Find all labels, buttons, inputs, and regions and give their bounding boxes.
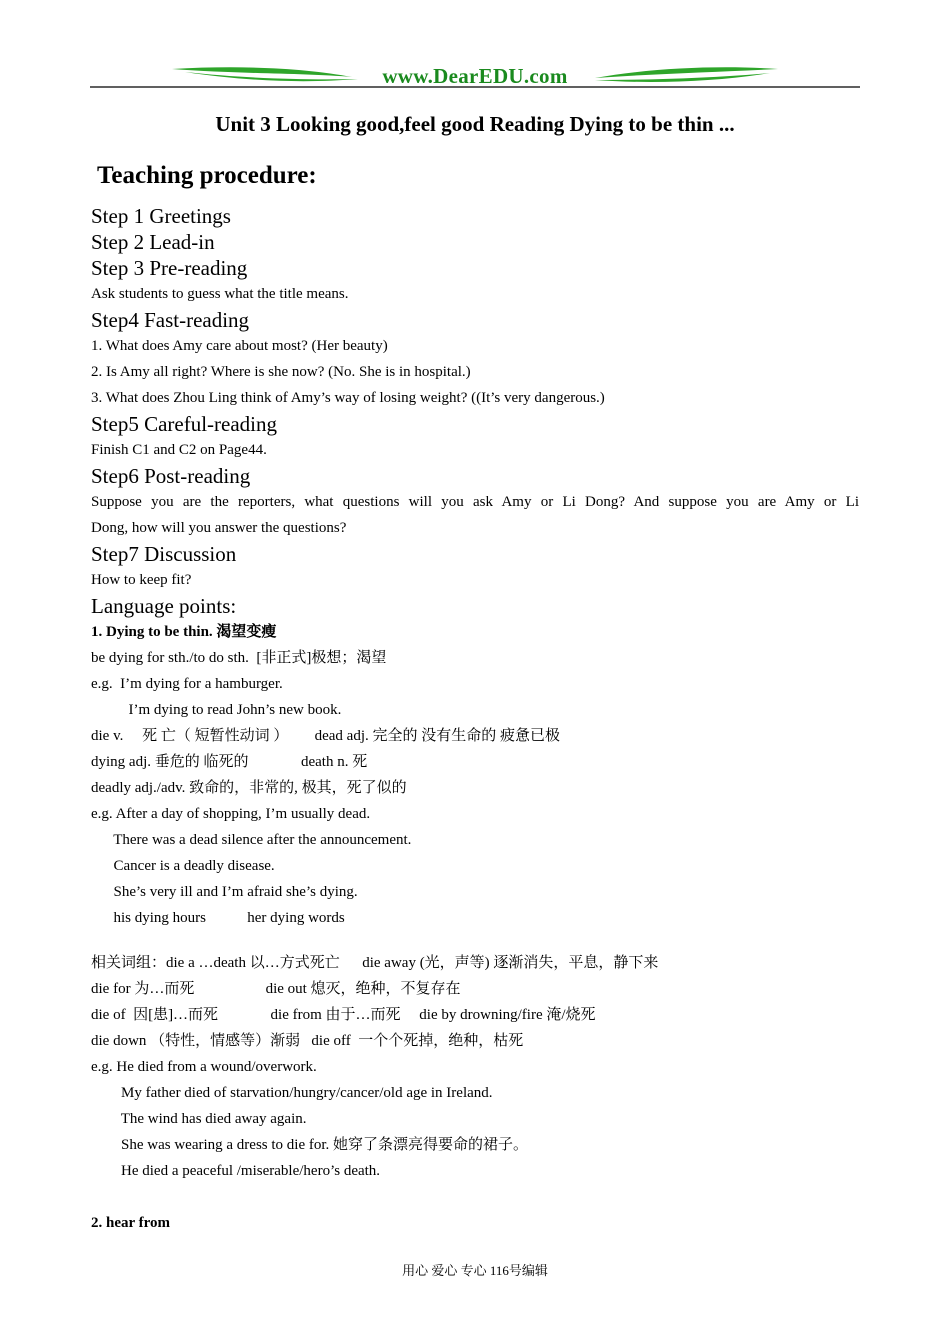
example-line: My father died of starvation/hungry/cancer/old age in Ireland. [91, 1085, 493, 1101]
site-logo-text: www.DearEDU.com [382, 64, 568, 88]
vocab-line: die v. 死 亡（ 短暂性动词 ） dead adj. 完全的 没有生命的 疲惫已极 [91, 728, 560, 744]
example-line: I’m dying to read John’s new book. [91, 702, 342, 718]
step-heading: Step 2 Lead-in [91, 230, 215, 254]
page-footer: 用心 爱心 专心 116号编辑 [402, 1263, 548, 1278]
example-line: e.g. After a day of shopping, I’m usually dead. [91, 806, 371, 822]
example-line: Cancer is a deadly disease. [91, 858, 275, 874]
example-line: He died a peaceful /miserable/hero’s death. [91, 1163, 381, 1179]
document-body [91, 203, 859, 1236]
question-line: 1. What does Amy care about most? (Her beauty) [91, 338, 388, 354]
spacer [91, 931, 859, 950]
document-title: Unit 3 Looking good,feel good Reading Dying to be thin ... [215, 112, 735, 136]
step-heading: Step5 Careful-reading [91, 412, 278, 436]
site-header [90, 60, 860, 90]
step-heading: Step 1 Greetings [91, 204, 231, 228]
body-line: be dying for sth./to do sth. [非正式]极想；渴望 [91, 650, 387, 666]
question-line: 3. What does Zhou Ling think of Amy’s way of losing weight? ((It’s very dangerous.) [91, 390, 605, 406]
phrase-line: die for 为…而死 die out 熄灭，绝种，不复存在 [91, 981, 461, 997]
phrase-line: die down （特性，情感等）渐弱 die off 一个个死掉，绝种，枯死 [91, 1033, 524, 1049]
example-line: She’s very ill and I’m afraid she’s dying. [91, 884, 358, 900]
body-line: How to keep fit? [91, 572, 192, 588]
step-heading: Step 3 Pre-reading [91, 256, 248, 280]
body-line: Dong, how will you answer the questions? [91, 520, 347, 536]
body-line: Ask students to guess what the title means. [91, 286, 349, 302]
phrase-line: 相关词组：die a …death 以…方式死亡 die away (光，声等) 逐渐消失，平息，静下来 [91, 955, 659, 971]
example-line: his dying hours her dying words [91, 910, 345, 926]
point-heading: 1. Dying to be thin. 渴望变瘦 [91, 624, 277, 640]
body-line: Suppose you are the reporters, what questions will you ask Amy or Li Dong? And suppose you are Amy or Li [91, 494, 859, 510]
section-heading: Teaching procedure: [97, 162, 317, 189]
vocab-line: deadly adj./adv. 致命的，非常的, 极其，死了似的 [91, 780, 407, 796]
spacer [91, 1184, 859, 1210]
language-points-heading: Language points: [91, 594, 237, 618]
example-line: e.g. I’m dying for a hamburger. [91, 676, 283, 692]
example-line: The wind has died away again. [91, 1111, 307, 1127]
example-line: There was a dead silence after the announcement. [91, 832, 412, 848]
question-line: 2. Is Amy all right? Where is she now? (No. She is in hospital.) [91, 364, 471, 380]
vocab-line: dying adj. 垂危的 临死的 death n. 死 [91, 754, 368, 770]
step-heading: Step7 Discussion [91, 542, 237, 566]
phrase-line: die of 因[患]…而死 die from 由于…而死 die by drowning/fire 淹/烧死 [91, 1007, 596, 1023]
example-line: She was wearing a dress to die for. 她穿了条漂亮得要命的裙子。 [91, 1137, 529, 1153]
point-heading: 2. hear from [91, 1215, 171, 1231]
step-heading: Step6 Post-reading [91, 464, 251, 488]
step-heading: Step4 Fast-reading [91, 308, 250, 332]
example-line: e.g. He died from a wound/overwork. [91, 1059, 317, 1075]
body-line: Finish C1 and C2 on Page44. [91, 442, 267, 458]
